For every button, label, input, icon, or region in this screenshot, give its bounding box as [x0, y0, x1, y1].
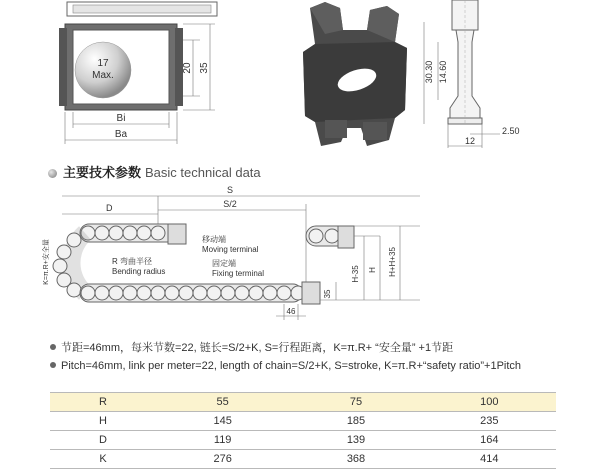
- max-badge-line1: 17: [97, 58, 109, 69]
- label-H: H: [368, 267, 377, 273]
- lower-chain: [80, 284, 305, 302]
- section-title-en: Basic technical data: [145, 165, 261, 180]
- row-label: H: [50, 412, 156, 431]
- section-title: [48, 162, 261, 181]
- bullet-icon: [50, 362, 56, 368]
- cross-section-drawing: [55, 0, 235, 150]
- header-cell: 100: [423, 393, 556, 412]
- dim-foot: 2.50: [502, 126, 520, 136]
- label-fixed-cn: 固定端: [212, 259, 236, 268]
- moving-terminal: [168, 224, 186, 244]
- section-title-cn: 主要技术参数: [63, 165, 142, 180]
- header-label: R: [50, 393, 156, 412]
- note-en-text: Pitch=46mm, link per meter=22, length of chain=S/2+K, S=stroke, K=π.R+“safety ratio”+1Pitch: [61, 360, 522, 372]
- max-badge-line2: Max.: [92, 70, 114, 81]
- label-S: S: [226, 185, 234, 195]
- label-fixed-en: Fixing terminal: [212, 269, 265, 278]
- dim-inner-height: 20: [182, 62, 193, 74]
- table-cell: 139: [289, 431, 422, 450]
- dim-base: 12: [464, 136, 476, 146]
- bullet-icon: [50, 344, 56, 350]
- label-H35: H-35: [351, 265, 360, 283]
- table-cell: 414: [423, 450, 556, 469]
- note-cn: [50, 339, 453, 355]
- label-moving-en: Moving terminal: [202, 245, 259, 254]
- table-cell: 145: [156, 412, 289, 431]
- header-cell: 75: [289, 393, 422, 412]
- dim-inner-width: Bi: [116, 113, 126, 124]
- dim-total: 30.30: [424, 60, 434, 84]
- table-cell: 235: [423, 412, 556, 431]
- fixed-terminal: [302, 282, 320, 304]
- label-H-total: H+H+35: [388, 247, 397, 277]
- label-46: 46: [286, 307, 296, 316]
- dim-mid: 14.60: [438, 60, 448, 84]
- spec-table: [50, 392, 556, 469]
- label-R-en: Bending radius: [112, 267, 166, 276]
- label-D: D: [106, 203, 113, 213]
- bullet-icon: [48, 169, 57, 178]
- chain-link-image: [295, 0, 420, 150]
- table-cell: 185: [289, 412, 422, 431]
- table-header-row: [50, 393, 556, 412]
- label-moving-cn: 移动端: [202, 235, 226, 244]
- table-cell: 164: [423, 431, 556, 450]
- table-row: [50, 412, 556, 431]
- dim-outer-height: 35: [199, 62, 210, 74]
- table-row: [50, 431, 556, 450]
- table-row: [50, 450, 556, 469]
- label-S2: S/2: [223, 199, 237, 209]
- table-cell: 119: [156, 431, 289, 450]
- header-cell: 55: [156, 393, 289, 412]
- note-cn-text: 节距=46mm，每米节数=22, 链长=S/2+K, S=行程距离，K=π.R+ “安全量” +1节距: [61, 342, 454, 354]
- label-K: K=π.R+安全量: [43, 239, 50, 285]
- row-label: K: [50, 450, 156, 469]
- upper-chain: [80, 224, 180, 242]
- note-en: [50, 360, 521, 372]
- chain-layout-drawing: [40, 182, 440, 322]
- label-R-cn: R 弯曲半径: [112, 257, 152, 266]
- table-cell: 276: [156, 450, 289, 469]
- row-label: D: [50, 431, 156, 450]
- table-cell: 368: [289, 450, 422, 469]
- label-35: 35: [323, 289, 332, 299]
- dim-outer-width: Ba: [114, 129, 128, 140]
- profile-drawing: [420, 0, 530, 150]
